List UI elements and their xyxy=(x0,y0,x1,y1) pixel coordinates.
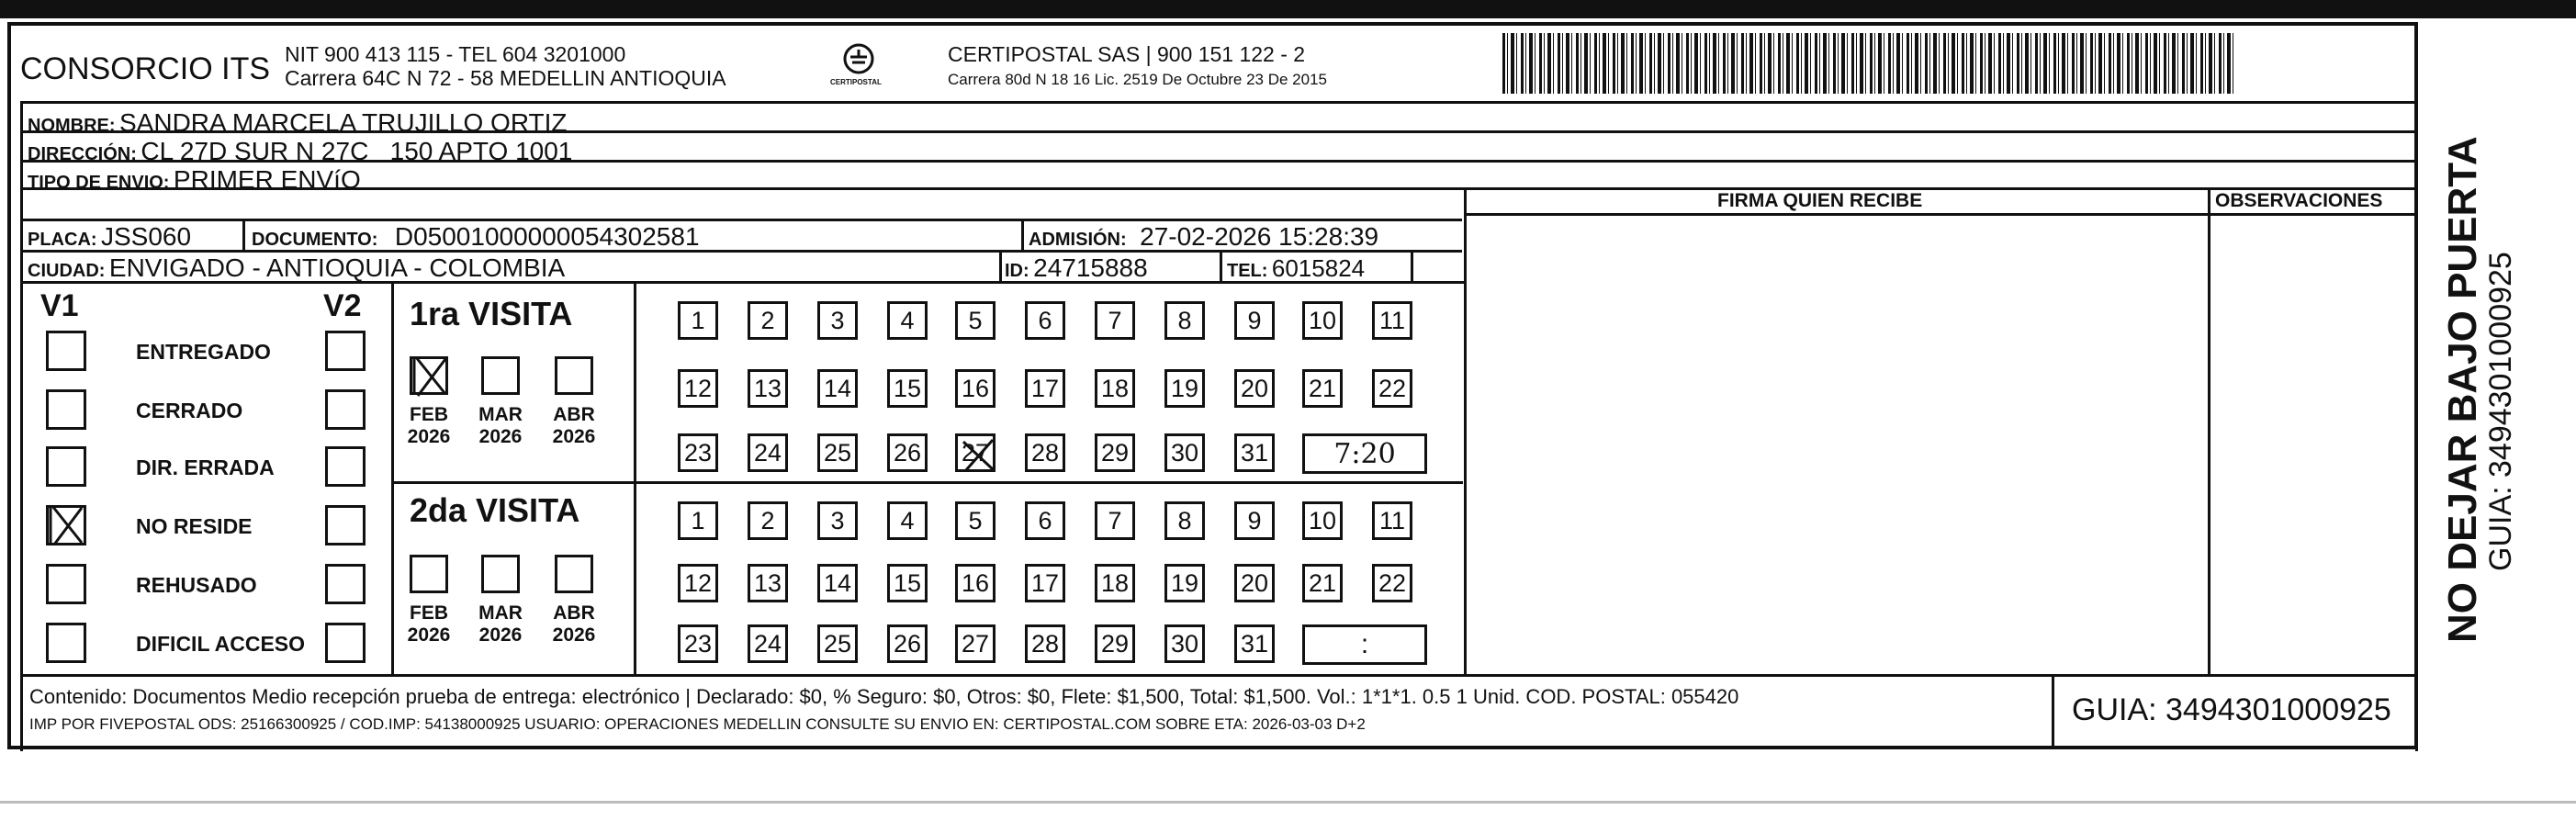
side-guia: GUIA: 3494301000925 xyxy=(2483,252,2518,571)
status-label: DIR. ERRADA xyxy=(136,455,275,479)
day-box[interactable]: 29 xyxy=(1095,433,1135,472)
day-box[interactable]: 20 xyxy=(1234,564,1275,602)
company-name: CONSORCIO ITS xyxy=(20,51,271,86)
day-box[interactable]: 3 xyxy=(817,501,858,540)
v2-checkbox[interactable] xyxy=(325,446,366,487)
documento-label: DOCUMENTO: xyxy=(252,230,378,250)
company-nit-tel: NIT 900 413 115 - TEL 604 3201000 xyxy=(285,42,626,66)
day-box[interactable]: 10 xyxy=(1302,501,1343,540)
admision-value: 27-02-2026 15:28:39 xyxy=(1140,222,1379,251)
day-box[interactable]: 11 xyxy=(1372,501,1412,540)
day-box[interactable]: 25 xyxy=(817,433,858,472)
day-box[interactable]: 13 xyxy=(748,564,788,602)
day-box[interactable]: 23 xyxy=(678,433,718,472)
day-box[interactable]: 20 xyxy=(1234,369,1275,408)
status-label: DIFICIL ACCESO xyxy=(136,632,306,656)
day-box[interactable]: 12 xyxy=(678,369,718,408)
day-box[interactable]: 11 xyxy=(1372,301,1412,340)
first-visit-title: 1ra VISITA xyxy=(410,295,573,332)
month-checkbox[interactable] xyxy=(481,356,520,395)
day-box[interactable]: 22 xyxy=(1372,564,1412,602)
day-box[interactable]: 4 xyxy=(887,301,928,340)
time-box[interactable]: : xyxy=(1302,624,1427,665)
admision-label: ADMISIÓN: xyxy=(1029,230,1127,250)
day-box[interactable]: 18 xyxy=(1095,564,1135,602)
tel-label: TEL: xyxy=(1227,261,1268,281)
tel-value: 6015824 xyxy=(1271,254,1366,282)
v2-header: V2 xyxy=(323,288,362,323)
day-box[interactable]: 9 xyxy=(1234,301,1275,340)
firma-column-header: FIRMA QUIEN RECIBE xyxy=(1717,190,1923,211)
nombre-value: SANDRA MARCELA TRUJILLO ORTIZ xyxy=(119,108,568,137)
year-label: 2026 xyxy=(552,426,596,447)
day-box[interactable]: 31 xyxy=(1234,624,1275,663)
day-box[interactable]: 21 xyxy=(1302,369,1343,408)
day-box[interactable]: 18 xyxy=(1095,369,1135,408)
year-label: 2026 xyxy=(552,624,596,646)
day-box[interactable]: 24 xyxy=(748,624,788,663)
day-box[interactable]: 24 xyxy=(748,433,788,472)
day-box[interactable]: 2 xyxy=(748,501,788,540)
month-label: MAR xyxy=(478,602,523,624)
month-label: MAR xyxy=(478,404,523,425)
v1-checkbox[interactable] xyxy=(46,331,86,371)
month-checkbox[interactable] xyxy=(481,555,520,593)
month-checkbox[interactable] xyxy=(555,356,593,395)
day-box[interactable]: 30 xyxy=(1164,433,1205,472)
certipostal-logo-text: CERTIPOSTAL xyxy=(830,78,882,86)
v1-checkbox[interactable] xyxy=(46,623,86,663)
v1-header: V1 xyxy=(40,288,79,323)
v1-checkbox[interactable] xyxy=(46,389,86,430)
v1-checkbox[interactable] xyxy=(46,446,86,487)
status-label: ENTREGADO xyxy=(136,340,271,364)
tipo-envio-label: TIPO DE ENVIO: xyxy=(28,173,170,193)
day-box[interactable]: 21 xyxy=(1302,564,1343,602)
direccion-label: DIRECCIÓN: xyxy=(28,144,137,164)
day-box[interactable]: 14 xyxy=(817,369,858,408)
day-box[interactable]: 17 xyxy=(1025,564,1065,602)
placa-label: PLACA: xyxy=(28,230,97,250)
v2-checkbox[interactable] xyxy=(325,331,366,371)
second-visit-title: 2da VISITA xyxy=(410,491,580,529)
status-label: NO RESIDE xyxy=(136,514,253,538)
day-box[interactable]: 26 xyxy=(887,624,928,663)
day-box[interactable]: 1 xyxy=(678,501,718,540)
certipostal-address: Carrera 80d N 18 16 Lic. 2519 De Octubre 23 De 2015 xyxy=(948,71,1327,88)
day-box[interactable]: 25 xyxy=(817,624,858,663)
nombre-label: NOMBRE: xyxy=(28,116,116,136)
tipo-envio-value: PRIMER ENVíO xyxy=(173,165,361,194)
ciudad-label: CIUDAD: xyxy=(28,261,106,281)
v1-checkbox[interactable] xyxy=(46,505,86,545)
day-box[interactable]: 27 xyxy=(955,624,996,663)
year-label: 2026 xyxy=(407,624,451,646)
placa-value: JSS060 xyxy=(101,222,192,251)
v2-checkbox[interactable] xyxy=(325,505,366,545)
month-checkbox[interactable] xyxy=(555,555,593,593)
month-checkbox[interactable] xyxy=(410,555,448,593)
day-box[interactable]: 8 xyxy=(1164,301,1205,340)
day-box[interactable]: 16 xyxy=(955,369,996,408)
day-box[interactable]: 3 xyxy=(817,301,858,340)
day-box[interactable]: 5 xyxy=(955,501,996,540)
day-box[interactable]: 6 xyxy=(1025,301,1065,340)
time-box[interactable]: 7:20 xyxy=(1302,433,1427,474)
day-box[interactable]: 12 xyxy=(678,564,718,602)
v2-checkbox[interactable] xyxy=(325,389,366,430)
bottom-scan-band xyxy=(0,801,2576,821)
day-box[interactable]: 17 xyxy=(1025,369,1065,408)
observaciones-column-header: OBSERVACIONES xyxy=(2215,190,2383,211)
direccion-value: CL 27D SUR N 27C 150 APTO 1001 xyxy=(141,137,573,165)
year-label: 2026 xyxy=(478,426,523,447)
day-box[interactable]: 15 xyxy=(887,369,928,408)
month-label: ABR xyxy=(553,602,595,624)
v2-checkbox[interactable] xyxy=(325,564,366,604)
day-box[interactable]: 14 xyxy=(817,564,858,602)
status-label: REHUSADO xyxy=(136,573,257,597)
top-scan-band xyxy=(0,0,2576,18)
footer-contenido: Contenido: Documentos Medio recepción prueba de entrega: electrónico | Declarado: $0, % Seguro: $0, Otros: $0, Flete: $1,500, Total: $1,500. Vol.: 1*1*1. 0.5 1 Unid. COD. POSTAL: 055420 xyxy=(29,685,1739,708)
day-box[interactable]: 8 xyxy=(1164,501,1205,540)
day-box[interactable]: 13 xyxy=(748,369,788,408)
day-box[interactable]: 15 xyxy=(887,564,928,602)
day-box[interactable]: 16 xyxy=(955,564,996,602)
footer-guia: GUIA: 3494301000925 xyxy=(2072,692,2391,727)
footer-imp: IMP POR FIVEPOSTAL ODS: 25166300925 / COD.IMP: 54138000925 USUARIO: OPERACIONES MEDELLIN CONSULTE SU ENVIO EN: CERTIPOSTAL.COM SOBRE ETA: 2026-03-03 D+2 xyxy=(29,715,1366,733)
year-label: 2026 xyxy=(407,426,451,447)
day-box[interactable]: 28 xyxy=(1025,433,1065,472)
day-box[interactable]: 30 xyxy=(1164,624,1205,663)
day-box[interactable]: 28 xyxy=(1025,624,1065,663)
day-box[interactable] xyxy=(955,433,996,472)
certipostal-name: CERTIPOSTAL SAS | 900 151 122 - 2 xyxy=(948,42,1306,66)
day-box[interactable]: 6 xyxy=(1025,501,1065,540)
month-label: FEB xyxy=(410,602,448,624)
day-box[interactable]: 31 xyxy=(1234,433,1275,472)
day-box[interactable]: 23 xyxy=(678,624,718,663)
documento-value: D05001000000054302581 xyxy=(394,222,700,251)
day-box[interactable]: 7 xyxy=(1095,301,1135,340)
day-box[interactable]: 2 xyxy=(748,301,788,340)
year-label: 2026 xyxy=(478,624,523,646)
month-checkbox[interactable] xyxy=(410,356,448,395)
ciudad-value: ENVIGADO - ANTIOQUIA - COLOMBIA xyxy=(108,253,566,282)
day-box[interactable]: 22 xyxy=(1372,369,1412,408)
day-box[interactable]: 9 xyxy=(1234,501,1275,540)
company-address: Carrera 64C N 72 - 58 MEDELLIN ANTIOQUIA xyxy=(285,66,726,90)
id-label: ID: xyxy=(1005,261,1029,281)
day-box[interactable]: 19 xyxy=(1164,564,1205,602)
month-label: ABR xyxy=(553,404,595,425)
status-label: CERRADO xyxy=(136,399,243,422)
day-box[interactable]: 7 xyxy=(1095,501,1135,540)
day-box[interactable]: 29 xyxy=(1095,624,1135,663)
v2-checkbox[interactable] xyxy=(325,623,366,663)
v1-checkbox[interactable] xyxy=(46,564,86,604)
day-label: 27 xyxy=(961,438,990,467)
day-box[interactable]: 1 xyxy=(678,301,718,340)
day-box[interactable]: 26 xyxy=(887,433,928,472)
day-box[interactable]: 10 xyxy=(1302,301,1343,340)
day-box[interactable]: 5 xyxy=(955,301,996,340)
day-box[interactable]: 4 xyxy=(887,501,928,540)
month-label: FEB xyxy=(410,404,448,425)
day-box[interactable]: 19 xyxy=(1164,369,1205,408)
side-warning: NO DEJAR BAJO PUERTA xyxy=(2440,136,2485,643)
id-value: 24715888 xyxy=(1033,253,1148,282)
